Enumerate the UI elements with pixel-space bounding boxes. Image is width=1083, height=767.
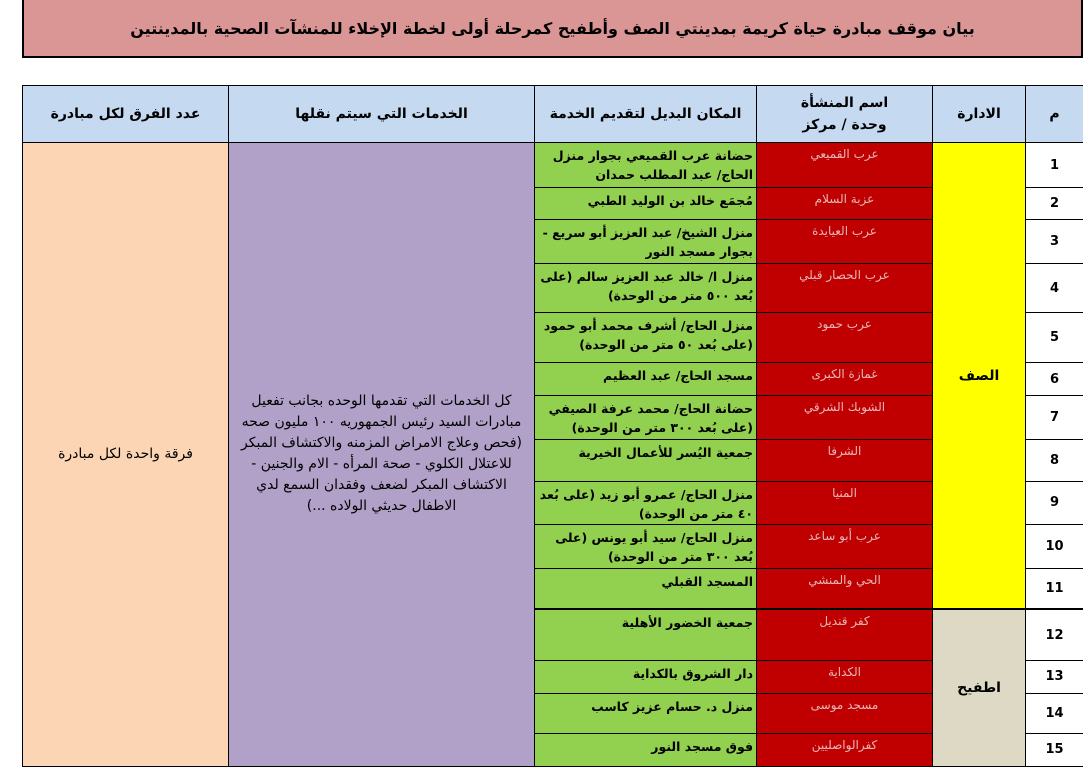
row-number: 10 (1026, 524, 1083, 568)
row-number: 5 (1026, 313, 1083, 363)
alt-place-cell: فوق مسجد النور (535, 733, 757, 766)
row-number: 2 (1026, 188, 1083, 220)
header-row (23, 86, 1083, 143)
admin-cell: اطفيح (933, 609, 1026, 766)
facility-cell: عرب العيايدة (757, 220, 933, 264)
row-number: 11 (1026, 568, 1083, 609)
header-admin: الادارة (933, 86, 1026, 143)
row-number: 6 (1026, 363, 1083, 396)
alt-place-cell: منزل الشيخ/ عبد العزيز أبو سريع - بجوار مسجد النور (535, 220, 757, 264)
teams-cell: فرقة واحدة لكل مبادرة (23, 143, 229, 767)
facility-cell: كفرالواصليين (757, 733, 933, 766)
header-facility-line1: اسم المنشأة (800, 94, 889, 111)
facility-cell: الحي والمنشي (757, 568, 933, 609)
row-number: 8 (1026, 440, 1083, 482)
alt-place-cell: دار الشروق بالكداية (535, 660, 757, 693)
alt-place-cell: منزل الحاج/ سيد أبو يونس (على بُعد ٣٠٠ متر من الوحدة) (535, 524, 757, 568)
facility-cell: عزبة السلام (757, 188, 933, 220)
row-number: 12 (1026, 609, 1083, 660)
facility-cell: الكداية (757, 660, 933, 693)
header-teams: عدد الفرق لكل مبادرة (23, 86, 229, 143)
alt-place-cell: منزل الحاج/ أشرف محمد أبو حمود (على بُعد ٥٠ متر من الوحدة) (535, 313, 757, 363)
evacuation-table (22, 85, 1083, 767)
facility-cell: غمازة الكبرى (757, 363, 933, 396)
title-banner (22, 0, 1083, 58)
facility-cell: كفر قنديل (757, 609, 933, 660)
alt-place-cell: المسجد القبلي (535, 568, 757, 609)
facility-cell: عرب أبو ساعد (757, 524, 933, 568)
header-num: م (1026, 86, 1083, 143)
facility-cell: مسجد موسى (757, 693, 933, 733)
row-number: 9 (1026, 482, 1083, 525)
row-number: 14 (1026, 693, 1083, 733)
row-number: 15 (1026, 733, 1083, 766)
header-facility (757, 86, 933, 143)
facility-cell: الشرفا (757, 440, 933, 482)
row-number: 13 (1026, 660, 1083, 693)
row-number: 7 (1026, 396, 1083, 440)
facility-cell: الشوبك الشرقي (757, 396, 933, 440)
alt-place-cell: مسجد الحاج/ عبد العظيم (535, 363, 757, 396)
facility-cell: المنيا (757, 482, 933, 525)
facility-cell: عرب القميعي (757, 143, 933, 188)
row-number: 3 (1026, 220, 1083, 264)
alt-place-cell: منزل الحاج/ عمرو أبو زيد (على بُعد ٤٠ متر من الوحدة) (535, 482, 757, 525)
row-number: 1 (1026, 143, 1083, 188)
alt-place-cell: جمعية اليُسر للأعمال الخيرية (535, 440, 757, 482)
header-facility-line2: وحدة / مركز (802, 117, 887, 133)
header-alt-place: المكان البديل لتقديم الخدمة (535, 86, 757, 143)
alt-place-cell: جمعية الخضور الأهلية (535, 609, 757, 660)
facility-cell: عرب الحصار قبلي (757, 264, 933, 313)
row-number: 4 (1026, 264, 1083, 313)
services-cell: كل الخدمات التي تقدمها الوحده بجانب تفعيل مبادرات السيد رئيس الجمهوريه ١٠٠ مليون صحه (فحص وعلاج الامراض المزمنه والاكتشاف المبكر للاعتلال الكلوي - صحة المرأه - الام والجنين - الاكتشاف المبكر لضعف وفقدان السمع لدي الاطفال حديثي الولاده ...) (229, 143, 535, 767)
alt-place-cell: حضانة الحاج/ محمد عرفة الصيفي (على بُعد ٣٠٠ متر من الوحدة) (535, 396, 757, 440)
table-row (23, 143, 1083, 188)
header-services: الخدمات التي سيتم نقلها (229, 86, 535, 143)
alt-place-cell: منزل ا/ خالد عبد العزيز سالم (على بُعد ٥٠٠ متر من الوحدة) (535, 264, 757, 313)
admin-cell: الصف (933, 143, 1026, 610)
facility-cell: عرب حمود (757, 313, 933, 363)
alt-place-cell: منزل د. حسام عزيز كاسب (535, 693, 757, 733)
alt-place-cell: حضانة عرب القميعي بجوار منزل الحاج/ عبد المطلب حمدان (535, 143, 757, 188)
page-title: بيان موقف مبادرة حياة كريمة بمدينتي الصف وأطفيح كمرحلة أولى لخطة الإخلاء للمنشآت الصحية بالمدينتين (130, 18, 975, 38)
alt-place-cell: مُجمَع خالد بن الوليد الطبي (535, 188, 757, 220)
